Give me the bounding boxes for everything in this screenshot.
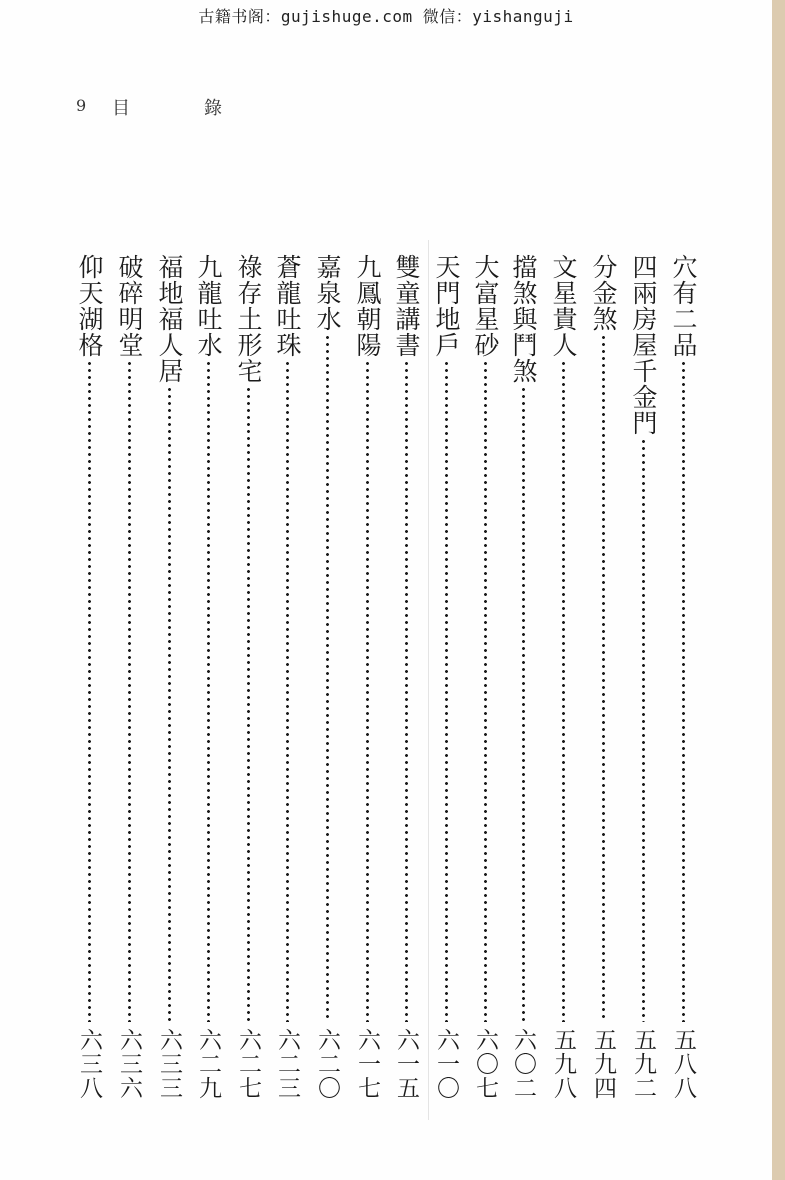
toc-entry[interactable] xyxy=(508,254,538,1100)
watermark-text: 古籍书阁：gujishuge.com 微信：yishanguji xyxy=(198,7,574,26)
toc-entry-title: 穴有二品 xyxy=(669,254,698,358)
dot-leader xyxy=(247,386,250,1022)
dot-leader xyxy=(326,334,329,1022)
toc-entry-title: 蒼龍吐珠 xyxy=(273,254,302,358)
toc-entry-title: 破碎明堂 xyxy=(115,254,144,358)
toc-entry-page: 五九二 xyxy=(630,1028,656,1100)
toc-entry-title: 福地福人居 xyxy=(155,254,184,384)
toc-entry-title: 九鳳朝陽 xyxy=(353,254,382,358)
dot-leader xyxy=(286,360,289,1022)
toc-entry[interactable] xyxy=(114,254,144,1100)
dot-leader xyxy=(522,386,525,1022)
toc-entry[interactable] xyxy=(233,254,263,1100)
toc-entry[interactable] xyxy=(588,254,618,1100)
toc-entry-title: 四兩房屋千金門 xyxy=(629,254,658,436)
toc-entry-page: 六一〇 xyxy=(433,1028,459,1100)
toc-entry-title: 擋煞與鬥煞 xyxy=(509,254,538,384)
page-number: 9 xyxy=(76,96,87,115)
toc-entry[interactable] xyxy=(154,254,184,1100)
dot-leader xyxy=(88,360,91,1022)
table-of-contents xyxy=(0,254,772,1114)
dot-leader xyxy=(128,360,131,1022)
toc-entry-page: 六〇二 xyxy=(510,1028,536,1100)
toc-entry-title: 分金煞 xyxy=(589,254,618,332)
toc-entry-page: 六二〇 xyxy=(314,1028,340,1100)
toc-entry-page: 六〇七 xyxy=(472,1028,498,1100)
dot-leader xyxy=(682,360,685,1022)
dot-leader xyxy=(642,438,645,1022)
toc-entry-title: 九龍吐水 xyxy=(194,254,223,358)
toc-entry-title: 仰天湖格 xyxy=(75,254,104,358)
toc-entry[interactable] xyxy=(193,254,223,1100)
dot-leader xyxy=(484,360,487,1022)
toc-entry[interactable] xyxy=(628,254,658,1100)
toc-entry-page: 五八八 xyxy=(670,1028,696,1100)
toc-entry-page: 六一五 xyxy=(393,1028,419,1100)
toc-entry-page: 六三八 xyxy=(76,1028,102,1100)
toc-entry-page: 六一七 xyxy=(354,1028,380,1100)
toc-entry[interactable] xyxy=(272,254,302,1100)
toc-entry-page: 六三六 xyxy=(116,1028,142,1100)
toc-entry-title: 雙童講書 xyxy=(392,254,421,358)
dot-leader xyxy=(366,360,369,1022)
toc-entry-title: 祿存土形宅 xyxy=(234,254,263,384)
running-header-title: 目錄 xyxy=(112,98,296,119)
toc-entry[interactable] xyxy=(431,254,461,1100)
toc-entry[interactable] xyxy=(668,254,698,1100)
toc-entry-title: 嘉泉水 xyxy=(313,254,342,332)
dot-leader xyxy=(207,360,210,1022)
dot-leader xyxy=(602,334,605,1022)
dot-leader xyxy=(405,360,408,1022)
page-edge-strip xyxy=(772,0,785,1180)
toc-entry[interactable] xyxy=(312,254,342,1100)
toc-entry[interactable] xyxy=(548,254,578,1100)
toc-entry-title: 天門地戶 xyxy=(432,254,461,358)
toc-entry[interactable] xyxy=(74,254,104,1100)
toc-entry-title: 文星貴人 xyxy=(549,254,578,358)
toc-entry-page: 五九八 xyxy=(550,1028,576,1100)
dot-leader xyxy=(445,360,448,1022)
dot-leader xyxy=(562,360,565,1022)
toc-entry-title: 大富星砂 xyxy=(471,254,500,358)
toc-entry-page: 六二七 xyxy=(235,1028,261,1100)
toc-entry[interactable] xyxy=(352,254,382,1100)
toc-entry-page: 六二九 xyxy=(195,1028,221,1100)
toc-entry-page: 六二三 xyxy=(274,1028,300,1100)
toc-entry[interactable] xyxy=(470,254,500,1100)
dot-leader xyxy=(168,386,171,1022)
toc-entry-page: 五九四 xyxy=(590,1028,616,1100)
toc-entry[interactable] xyxy=(391,254,421,1100)
toc-entry-page: 六三三 xyxy=(156,1028,182,1100)
